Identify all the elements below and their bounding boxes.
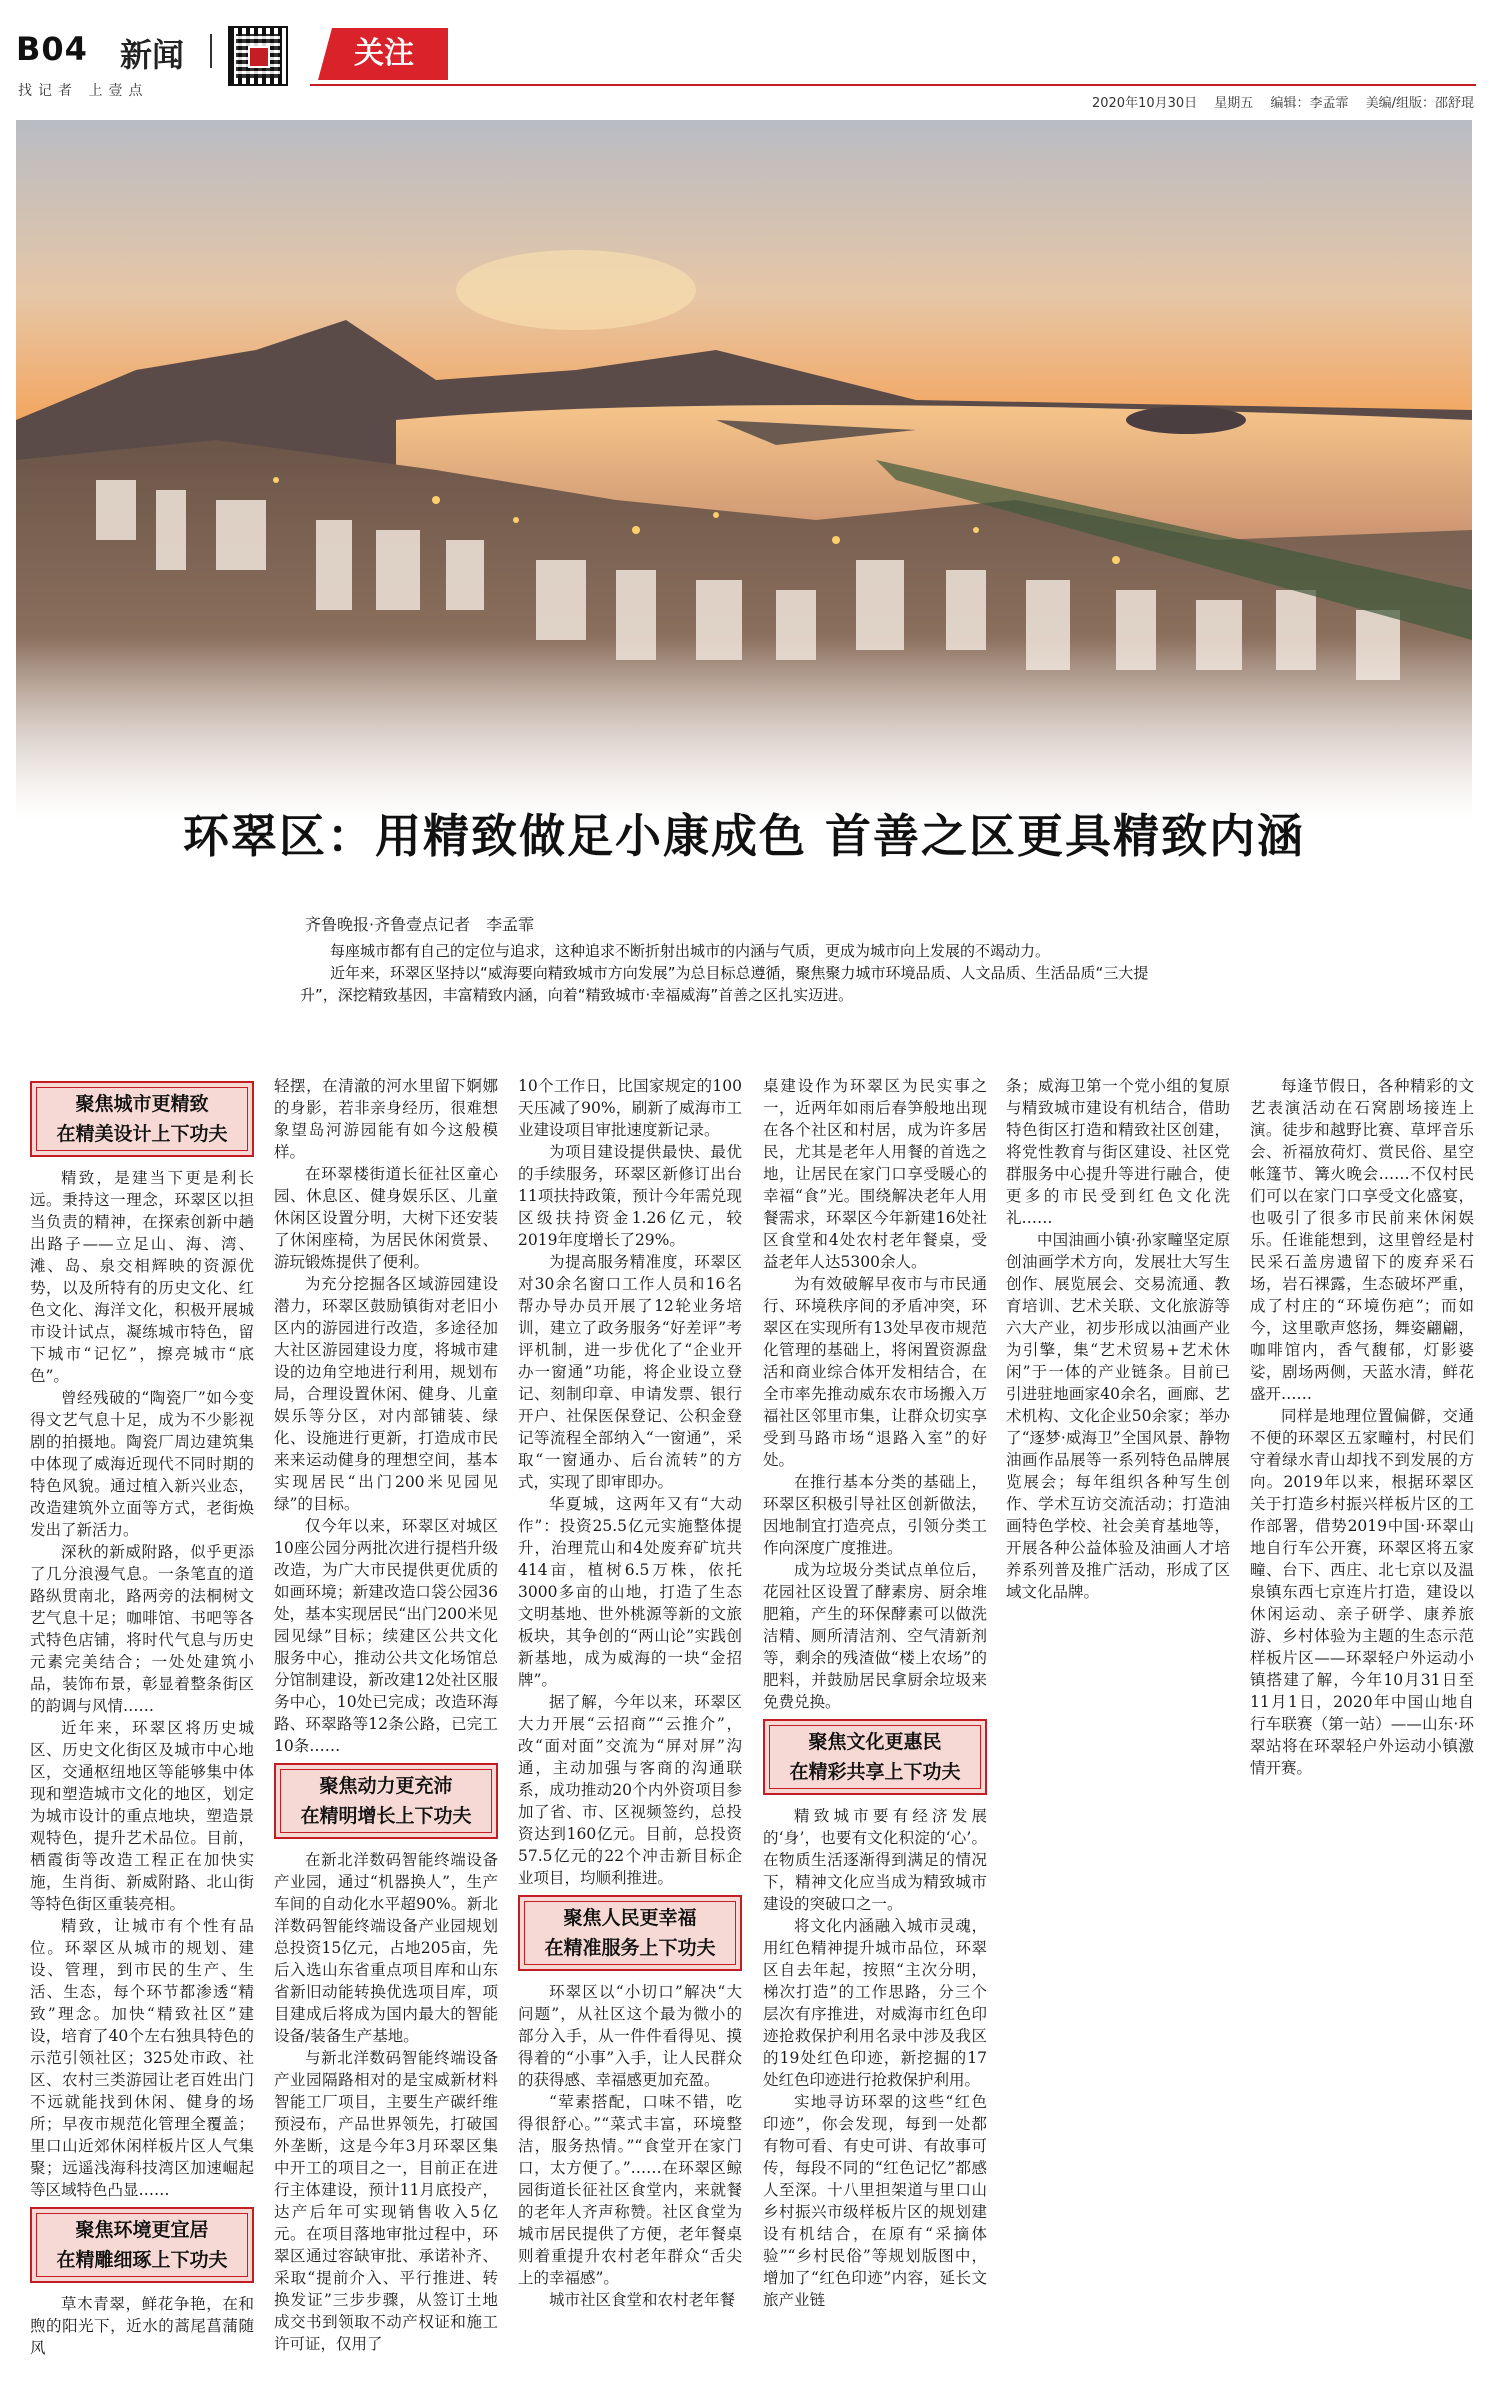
subhead-line: 聚焦城市更精致 [75,1093,209,1115]
paragraph: 在新北洋数码智能终端设备产业园，通过“机器换人”，生产车间的自动化水平超90%。新北洋数码智能终端设备产业园规划总投资15亿元，占地205亩，先后入选山东省重点项目库和山东省新旧动能转换优选项目库，项目建成后将成为国内最大的智能设备/装备生产基地。 [274,1851,498,2045]
subhead-line: 在精美设计上下功夫 [56,1123,228,1145]
paragraph: 在推行基本分类的基础上，环翠区积极引导社区创新做法，因地制宜打造亮点，引领分类工作向深度广度推进。 [763,1473,987,1557]
paragraph: 仅今年以来，环翠区对城区10座公园分两批次进行提档升级改造，为广大市民提供更优质的如画环境；新建改造口袋公园36处，基本实现居民“出门200米见园见绿”目标；续建区公共文化服务中心，推动公共文化场馆总分馆制建设，新改建12处社区服务中心，10处已完成；改造环海路、环翠路等12条公路，已完工10条…… [274,1517,498,1755]
subhead-box [274,1763,498,1839]
page-header [0,0,1488,110]
paragraph: 精致城市要有经济发展的‘身’，也要有文化积淀的‘心’。在物质生活逐渐得到满足的情况下，精神文化应当成为精致城市建设的突破口之一。 [763,1807,987,1913]
paragraph: 轻摆，在清澈的河水里留下婀娜的身影，若非亲身经历，很难想象望岛河游园能有如今这般模样。 [274,1077,498,1161]
column-2 [274,1075,498,2355]
lead-paragraphs [300,940,1180,1006]
paragraph: 为有效破解早夜市与市民通行、环境秩序间的矛盾冲突，环翠区在实现所有13处早夜市规范化管理的基础上，将闲置资源盘活和商业综合体开发相结合，在全市率先推动威东农市场搬入万福社区邻里市集，让群众切实享受到马路市场“退路入室”的好处。 [763,1275,987,1469]
city-sunset-photo [16,120,1472,820]
header-divider [210,34,212,68]
issue-date: 2020年10月30日 [1091,96,1198,111]
paragraph: 与新北洋数码智能终端设备产业园隔路相对的是宝威新材料智能工厂项目，主要生产碳纤维预浸布，产品世界领先，打破国外垄断，这是今年3月环翠区集中开工的项目之一，目前正在进行主体建设，预计11月底投产，达产后年可实现销售收入5亿元。在项目落地审批过程中，环翠区通过容缺审批、承诺补齐、采取“提前介入、平行推进、转换发证”三步步骤，从签订土地成交书到领取不动产权证和施工许可证，仅用了 [274,2049,498,2353]
subhead-line: 聚焦人民更幸福 [563,1907,697,1929]
slogan: 找记者 上壹点 [18,83,149,99]
paragraph: 精致，是建当下更是利长远。秉持这一理念，环翠区以担当负责的精神，在探索创新中趟出路子——立足山、海、湾、滩、岛、泉交相辉映的资源优势，以及所特有的历史文化、红色文化、海洋文化，积极开展城市设计试点，凝练城市特色，留下城市“记忆”，擦亮城市“底色”。 [30,1169,254,1385]
paragraph: 将文化内涵融入城市灵魂，用红色精神提升城市品位，环翠区自去年起，按照“主次分明，梯次打造”的工作思路，分三个层次有序推进，对威海市红色印迹抢救保护利用名录中涉及我区的19处红色印迹，新挖掘的17处红色印迹进行抢救保护利用。 [763,1917,987,2089]
subhead-box [30,2207,254,2283]
subhead-line: 聚焦文化更惠民 [808,1731,942,1753]
header-rule [310,84,1476,86]
paragraph: 10个工作日，比国家规定的100天压减了90%，刷新了威海市工业建设项目审批速度新记录。 [518,1077,742,1139]
designer: 美编/组版：邵舒琨 [1365,96,1474,111]
section-tag: 关注 [318,28,448,80]
column-6 [1250,1075,1474,1779]
subhead-line: 聚焦环境更宜居 [75,2219,209,2241]
paragraph: 草木青翠，鲜花争艳，在和煦的阳光下，近水的蒿尾菖蒲随风 [30,2295,254,2357]
subhead-line: 聚焦动力更充沛 [319,1775,453,1797]
editor: 编辑：李孟霏 [1270,96,1349,111]
page-number: B04 [16,30,88,68]
lead-paragraph: 近年来，环翠区坚持以“威海要向精致城市方向发展”为总目标总遵循，聚焦聚力城市环境品质、人文品质、生活品质“三大提升”，深挖精致基因，丰富精致内涵，向着“精致城市·幸福威海”首善之区扎实迈进。 [300,964,1149,1004]
paragraph: “荤素搭配，口味不错，吃得很舒心。”“菜式丰富，环境整洁，服务热情。”“食堂开在家门口，太方便了。”……在环翠区鲸园街道长征社区食堂内，来就餐的老年人齐声称赞。社区食堂为城市居民提供了方便，老年餐桌则着重提升农村老年群众“舌尖上的幸福感”。 [518,2093,742,2287]
paragraph: 成为垃圾分类试点单位后，花园社区设置了酵素房、厨余堆肥箱，产生的环保酵素可以做洗洁精、厕所清洁剂、空气清新剂等，剩余的残渣做“楼上农场”的肥料，并鼓励居民拿厨余垃圾来免费兑换。 [763,1561,987,1711]
paragraph: 同样是地理位置偏僻，交通不便的环翠区五家疃村，村民们守着绿水青山却找不到发展的方向。2019年以来，根据环翠区关于打造乡村振兴样板片区的工作部署，借势2019中国·环翠山地自行车公开赛，环翠区将五家疃、台下、西庄、北七京以及温泉镇东西七京连片打造，建设以休闲运动、亲子研学、康养旅游、乡村体验为主题的生态示范样板片区——环翠轻户外运动小镇搭建了解，今年10月31日至11月1日，2020年中国山地自行车联赛（第一站）——山东·环翠站将在环翠轻户外运动小镇激情开赛。 [1250,1407,1474,1777]
lead-paragraph: 每座城市都有自己的定位与追求，这种追求不断折射出城市的内涵与气质，更成为城市向上发展的不竭动力。 [330,942,1051,960]
paragraph: 为充分挖掘各区域游园建设潜力，环翠区鼓励镇街对老旧小区内的游园进行改造，多途径加大社区游园建设力度，将城市建设的边角空地进行利用，规划布局，合理设置休闲、健身、儿童娱乐等分区，对内部铺装、绿化、设施进行更新，打造成市民来来运动健身的理想空间，基本实现居民“出门200米见园见绿”的目标。 [274,1275,498,1513]
paragraph: 近年来，环翠区将历史城区、历史文化街区及城市中心地区，交通枢纽地区等能够集中体现和塑造城市文化的地区，划定为城市设计的重点地块，塑造景观特色，提升艺术品位。目前，栖霞街等改造工程正在加快实施，生肖街、新威附路、北山街等特色街区重装亮相。 [30,1719,254,1913]
paragraph: 每逢节假日，各种精彩的文艺表演活动在石窝剧场接连上演。徒步和越野比赛、草坪音乐会、祈福放荷灯、赏民俗、星空帐篷节、篝火晚会……不仅村民们可以在家门口享受文化盛宴，也吸引了很多市民前来休闲娱乐。任谁能想到，这里曾经是村民采石盖房遗留下的废弃采石场，岩石裸露，生态破坏严重，成了村庄的“环境伤疤”；而如今，这里歌声悠扬，舞姿翩翩，咖啡馆内，香气馥郁，灯影婆娑，剧场两侧，天蓝水清，鲜花盛开…… [1250,1077,1474,1403]
photo-illustration [16,120,1472,820]
subhead-line: 在精明增长上下功夫 [300,1805,472,1827]
subhead-line: 在精准服务上下功夫 [544,1937,716,1959]
subhead-line: 在精雕细琢上下功夫 [56,2249,228,2271]
byline: 齐鲁晚报·齐鲁壹点记者 李孟霏 [305,915,535,934]
column-4 [763,1075,987,2311]
headline: 环翠区：用精致做足小康成色 首善之区更具精致内涵 [182,809,1305,863]
subhead-box [518,1895,742,1971]
column-5 [1006,1075,1230,1603]
issue-weekday: 星期五 [1214,96,1254,111]
paragraph: 深秋的新威附路，似乎更添了几分浪漫气息。一条笔直的道路纵贯南北，路两旁的法桐树文艺气息十足；咖啡馆、书吧等各式特色店铺，将时代气息与历史元素完美结合；一处处建筑小品，装饰布景，彰显着整条街区的韵调与风情…… [30,1543,254,1715]
paragraph: 为项目建设提供最快、最优的手续服务，环翠区新修订出台11项扶持政策，预计今年需兑现区级扶持资金1.26亿元，较2019年度增长了29%。 [518,1143,742,1249]
paragraph: 实地寻访环翠的这些“红色印迹”，你会发现，每到一处都有物可看、有史可讲、有故事可传，每段不同的“红色记忆”都感人至深。十八里担架道与里口山乡村振兴市级样板片区的规划建设有机结合，在原有“采摘体验”“乡村民俗”等规划版图中，增加了“红色印迹”内容，延长文旅产业链 [763,2093,987,2309]
column-3 [518,1075,742,2311]
subhead-box [763,1719,987,1795]
paragraph: 环翠区以“小切口”解决“大问题”，从社区这个最为微小的部分入手，从一件件看得见、摸得着的“小事”入手，让人民群众的获得感、幸福感更加充盈。 [518,1983,742,2089]
qr-code-icon[interactable] [228,26,288,86]
paragraph: 条；威海卫第一个党小组的复原与精致城市建设有机结合，借助特色街区打造和精致社区创建，将党性教育与街区建设、社区党群服务中心提升等进行融合，使更多的市民受到红色文化洗礼…… [1006,1077,1230,1227]
paragraph: 城市社区食堂和农村老年餐 [549,2291,736,2309]
paragraph: 中国油画小镇·孙家疃坚定原创油画学术方向，发展壮大写生创作、展览展会、交易流通、教育培训、艺术关联、文化旅游等六大产业，初步形成以油画产业为引擎，集“艺术贸易+艺术休闲”于一体的产业链条。目前已引进驻地画家40余名，画廊、艺术机构、文化企业50余家；举办了“逐梦·威海卫”全国风景、静物油画作品展等一系列特色品牌展览展会；每年组织各种写生创作、学术互访交流活动；打造油画特色学校、社会美育基地等，开展各种公益体验及油画人才培养系列普及推广活动，形成了区域文化品牌。 [1006,1231,1230,1601]
paragraph: 据了解，今年以来，环翠区大力开展“云招商”“云推介”，改“面对面”交流为“屏对屏”沟通，主动加强与客商的沟通联系，成功推动20个内外资项目参加了省、市、区视频签约，总投资达到160亿元。目前，总投资57.5亿元的22个冲击新目标企业项目，均顺利推进。 [518,1693,742,1887]
issue-meta [1092,92,1474,111]
paragraph: 为提高服务精准度，环翠区对30余名窗口工作人员和16名帮办导办员开展了12轮业务培训，建立了政务服务“好差评”考评机制，进一步优化了“企业开办一窗通”功能，将企业设立登记、刻制印章、申请发票、银行开户、社保医保登记、公积金登记等流程全部纳入“一窗通”，采取“一窗通办、后台流转”的方式，实现了即审即办。 [518,1253,742,1491]
paragraph: 华夏城，这两年又有“大动作”：投资25.5亿元实施整体提升，治理荒山和4处废弃矿坑共414亩，植树6.5万株，依托3000多亩的山地，打造了生态文明基地、世外桃源等新的文旅板块，其争创的“两山论”实践创新基地，成为威海的一块“金招牌”。 [518,1495,742,1689]
paragraph: 精致，让城市有个性有品位。环翠区从城市的规划、建设、管理，到市民的生产、生活、生态，每个环节都渗透“精致”理念。加快“精致社区”建设，培育了40个左右独具特色的示范引领社区；325处市政、社区、农村三类游园让老百姓出门不远就能找到休闲、健身的场所；早夜市规范化管理全覆盖；里口山近郊休闲样板片区人气集聚；远遥浅海科技湾区加速崛起等区域特色凸显…… [30,1917,254,2199]
paragraph: 在环翠楼街道长征社区童心园、休息区、健身娱乐区、儿童休闲区设置分明，大树下还安装了休闲座椅，为居民休闲赏景、游玩锻炼提供了便利。 [274,1165,498,1271]
paragraph: 桌建设作为环翠区为民实事之一，近两年如雨后春笋般地出现在各个社区和村居，成为许多居民，尤其是老年人用餐的首选之地，让居民在家门口享受暖心的幸福“食”光。围绕解决老年人用餐需求，环翠区今年新建16处社区食堂和4处农村老年餐桌，受益老年人达5300余人。 [763,1077,987,1271]
column-1 [30,1075,254,2359]
section-name: 新闻 [120,36,185,74]
paragraph: 曾经残破的“陶瓷厂”如今变得文艺气息十足，成为不少影视剧的拍摄地。陶瓷厂周边建筑集中体现了威海近现代不同时期的特色风貌。通过植入新兴业态，改造建筑外立面等方式，老街焕发出了新活力。 [30,1389,254,1539]
subhead-line: 在精彩共享上下功夫 [789,1761,961,1783]
subhead-box [30,1081,254,1157]
